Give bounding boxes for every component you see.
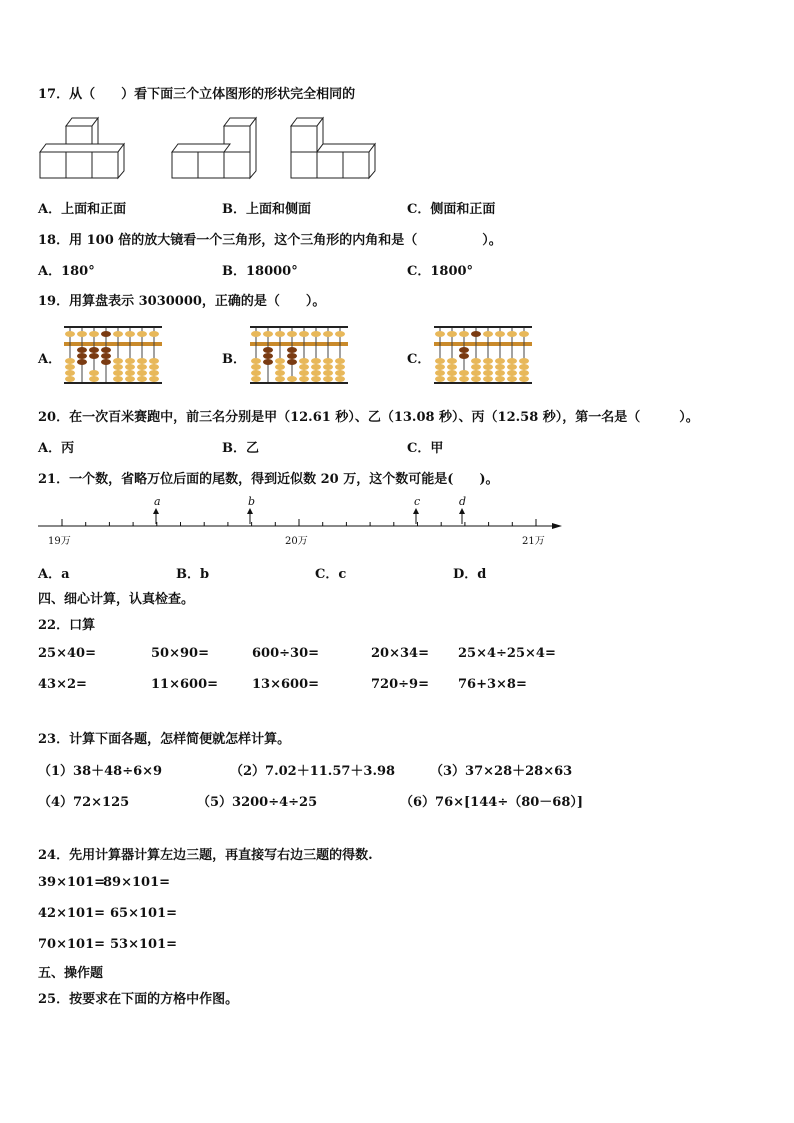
q17-option-a[interactable]: A．上面和正面 (38, 202, 127, 217)
number-line-arrow-icon (552, 523, 562, 529)
number-line (38, 492, 568, 552)
marker-arrow-icon (153, 508, 159, 514)
q18-text: 18．用 100 倍的放大镜看一个三角形，这个三角形的内角和是（ ）。 (38, 233, 502, 248)
q18-option-b[interactable]: B．18000° (222, 264, 298, 279)
q17-figure-2 (172, 116, 262, 181)
q20-text: 20．在一次百米赛跑中，前三名分别是甲（12.61 秒）、乙（13.08 秒）、丙（12.58 秒），第一名是（ ）。 (38, 410, 699, 425)
abacus-b (250, 326, 348, 384)
abacus-c (434, 326, 532, 384)
q19-option-a[interactable]: A． (38, 352, 62, 367)
marker-arrow-icon (247, 508, 253, 514)
q22-r1-c1: 25×40= (38, 646, 96, 661)
q21-option-b[interactable]: B．b (176, 567, 210, 582)
q22-r2-c5: 76+3×8= (458, 677, 527, 692)
q23-r2-c3: （6）76×[144÷（80－68）] (400, 795, 584, 810)
q19-option-b[interactable]: B． (222, 352, 246, 367)
q25-text: 25．按要求在下面的方格中作图。 (38, 992, 239, 1007)
q18-option-c[interactable]: C．1800° (407, 264, 474, 279)
marker-a (153, 495, 161, 524)
q24-text: 24．先用计算器计算左边三题，再直接写右边三题的得数. (38, 848, 373, 863)
marker-label-b: b (248, 495, 256, 508)
marker-b (247, 495, 255, 524)
q24-r1-left: 39×101= (38, 875, 106, 890)
q17-option-b[interactable]: B．上面和侧面 (222, 202, 311, 217)
q24-r3-right: 53×101= (110, 937, 178, 952)
q22-r2-c3: 13×600= (252, 677, 320, 692)
q23-r2-c2: （5）3200÷4÷25 (197, 795, 318, 810)
q20-option-c[interactable]: C．甲 (407, 441, 444, 456)
q22-r1-c2: 50×90= (151, 646, 209, 661)
q23-text: 23．计算下面各题，怎样简便就怎样计算。 (38, 732, 291, 747)
q20-option-b[interactable]: B．乙 (222, 441, 259, 456)
q23-r2-c1: （4）72×125 (38, 795, 130, 810)
q17-text: 17．从（ ）看下面三个立体图形的形状完全相同的 (38, 87, 356, 102)
q22-r1-c4: 20×34= (371, 646, 429, 661)
q17-figure-1 (40, 116, 130, 181)
q17-option-c[interactable]: C．侧面和正面 (407, 202, 496, 217)
q24-r3-left: 70×101= (38, 937, 106, 952)
marker-label-a: a (154, 495, 161, 508)
q22-r1-c3: 600÷30= (252, 646, 320, 661)
q19-option-c[interactable]: C． (407, 352, 431, 367)
abacus-a (64, 326, 162, 384)
q23-r1-c1: （1）38＋48÷6×9 (38, 764, 163, 779)
q17-figure-3 (291, 116, 381, 181)
q24-r2-left: 42×101= (38, 906, 106, 921)
q21-option-c[interactable]: C．c (315, 567, 347, 582)
axis-label-21wan: 21万 (522, 536, 545, 547)
q21-text: 21．一个数，省略万位后面的尾数，得到近似数 20 万，这个数可能是( )。 (38, 472, 499, 487)
marker-arrow-icon (413, 508, 419, 514)
q19-text: 19．用算盘表示 3030000，正确的是（ ）。 (38, 294, 326, 309)
q22-r1-c5: 25×4÷25×4= (458, 646, 556, 661)
axis-label-19wan: 19万 (48, 536, 71, 547)
marker-arrow-icon (459, 508, 465, 514)
q18-option-a[interactable]: A．180° (38, 264, 95, 279)
q24-r1-right: 89×101= (103, 875, 171, 890)
q22-text: 22．口算 (38, 618, 96, 633)
q21-option-d[interactable]: D．d (453, 567, 487, 582)
marker-d (459, 495, 466, 524)
q23-r1-c2: （2）7.02＋11.57＋3.98 (230, 764, 396, 779)
q22-r2-c1: 43×2= (38, 677, 87, 692)
q23-r1-c3: （3）37×28＋28×63 (430, 764, 573, 779)
q22-r2-c4: 720÷9= (371, 677, 429, 692)
cube-stack (40, 118, 124, 178)
q24-r2-right: 65×101= (110, 906, 178, 921)
section-5-heading: 五、操作题 (38, 966, 104, 981)
marker-label-d: d (459, 495, 467, 508)
axis-label-20wan: 20万 (285, 536, 308, 547)
q21-option-a[interactable]: A．a (38, 567, 70, 582)
marker-label-c: c (414, 495, 421, 508)
section-4-heading: 四、细心计算，认真检查。 (38, 592, 195, 607)
marker-c (413, 495, 420, 524)
q22-r2-c2: 11×600= (151, 677, 219, 692)
q20-option-a[interactable]: A．丙 (38, 441, 75, 456)
